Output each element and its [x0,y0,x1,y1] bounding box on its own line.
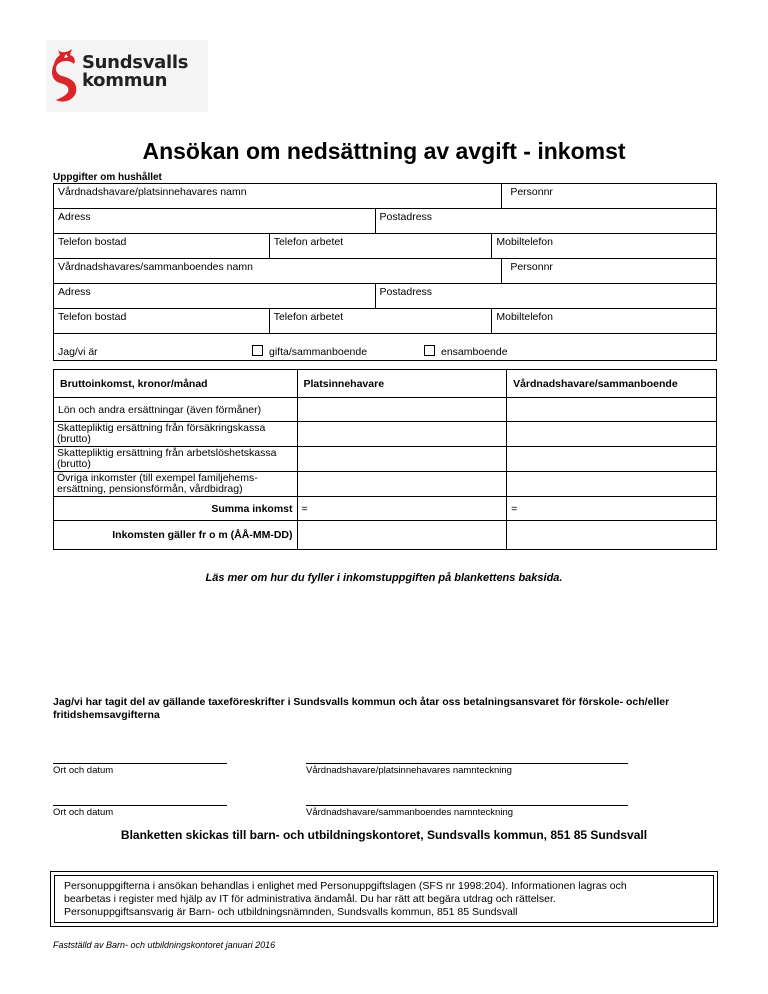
single-label: ensamboende [441,346,508,358]
income-row-other-label: Övriga inkomster (till exempel familjehems-ersättning, pensionsförmån, vårdbidrag) [54,472,298,497]
read-more-note: Läs mer om hur du fyller i inkomstuppgiften på blankettens baksida. [205,572,563,584]
signature-line-1[interactable] [306,763,628,764]
income-insurance-guardian-input[interactable] [507,422,717,447]
send-to-note: Blanketten skickas till barn- och utbildningskontoret, Sundsvalls kommun, 851 85 Sundsvall [120,828,648,842]
checkbox-single[interactable] [424,345,435,356]
valid-from-label: Inkomsten gäller fr o m (ÅÅ-MM-DD) [54,521,298,550]
logo-line1: Sundsvalls [82,52,189,73]
income-other-guardian-input[interactable] [507,472,717,497]
guardian2-personnr-field[interactable]: Personnr [502,259,717,284]
income-table [53,369,717,550]
sundsvall-emblem-icon [52,48,80,104]
guardian1-postal-field[interactable]: Postadress [375,209,716,234]
household-table [53,183,717,361]
income-row-insurance-label: Skattepliktig ersättning från försäkringskassa (brutto) [54,422,298,447]
single-option[interactable] [424,345,508,358]
guardian2-name-field[interactable]: Vårdnadshavares/sammanboendes namn [54,259,502,284]
privacy-line-2: bearbetas i register med hjälp av IT för administrativa ändamål. Du har rätt att begära utdrag och rättelser. [64,893,556,905]
valid-from-guardian-input[interactable] [507,521,717,550]
privacy-line-3: Personuppgiftsansvarig är Barn- och utbildningsnämnden, Sundsvalls kommun, 851 85 Sundsvall [64,906,518,918]
guardian2-mobile-field[interactable]: Mobiltelefon [492,309,717,334]
guardian1-phone-home-field[interactable]: Telefon bostad [54,234,270,259]
sum-holder-field[interactable]: = [297,497,507,521]
income-salary-guardian-input[interactable] [507,398,717,422]
guardian1-address-field[interactable]: Adress [54,209,376,234]
guardian2-phone-home-field[interactable]: Telefon bostad [54,309,270,334]
valid-from-holder-input[interactable] [297,521,507,550]
signature-caption-1: Vårdnadshavare/platsinnehavares namnteckning [306,765,512,776]
guardian2-postal-field[interactable]: Postadress [375,284,716,309]
guardian2-address-field[interactable]: Adress [54,284,376,309]
logo-line2: kommun [82,70,168,91]
place-date-line-2[interactable] [53,805,227,806]
guardian1-name-field[interactable]: Vårdnadshavare/platsinnehavares namn [54,184,502,209]
income-col-holder: Platsinnehavare [297,370,507,398]
income-row-unemployment-label: Skattepliktig ersättning från arbetslöshetskassa (brutto) [54,447,298,472]
income-insurance-holder-input[interactable] [297,422,507,447]
place-date-caption-1: Ort och datum [53,765,114,776]
signature-caption-2: Vårdnadshavare/sammanboendes namnteckning [306,807,514,818]
page-title: Ansökan om nedsättning av avgift - inkomst [142,138,626,164]
income-unemployment-holder-input[interactable] [297,447,507,472]
signature-line-2[interactable] [306,805,628,806]
place-date-line-1[interactable] [53,763,227,764]
place-date-caption-2: Ort och datum [53,807,114,818]
sum-guardian-field[interactable]: = [507,497,717,521]
sum-income-label: Summa inkomst [54,497,298,521]
income-other-holder-input[interactable] [297,472,507,497]
income-row-salary-label: Lön och andra ersättningar (även förmåner) [54,398,298,422]
household-section-label: Uppgifter om hushållet [53,172,162,183]
guardian2-phone-work-field[interactable]: Telefon arbetet [269,309,492,334]
married-option[interactable] [252,345,367,358]
privacy-line-1: Personuppgifterna i ansökan behandlas i enlighet med Personuppgiftslagen (SFS nr 1998:204). Informationen lagras och [64,880,627,892]
guardian1-mobile-field[interactable]: Mobiltelefon [492,234,717,259]
status-label: Jag/vi är [58,346,98,358]
footer-note: Fastställd av Barn- och utbildningskontoret januari 2016 [53,940,276,950]
income-col-header: Bruttoinkomst, kronor/månad [54,370,298,398]
privacy-text [64,880,704,919]
income-salary-holder-input[interactable] [297,398,507,422]
checkbox-married[interactable] [252,345,263,356]
guardian1-phone-work-field[interactable]: Telefon arbetet [269,234,492,259]
logo-wordmark [82,54,188,90]
status-row [54,334,717,361]
income-col-guardian: Vårdnadshavare/sammanboende [507,370,717,398]
married-label: gifta/sammanboende [269,346,368,358]
income-unemployment-guardian-input[interactable] [507,447,717,472]
logo [46,40,208,112]
guardian1-personnr-field[interactable]: Personnr [502,184,717,209]
declaration-text: Jag/vi har tagit del av gällande taxeföreskrifter i Sundsvalls kommun och åtar oss betalningsansvaret för förskole- och/eller fritidshemsavgifterna [53,696,670,721]
